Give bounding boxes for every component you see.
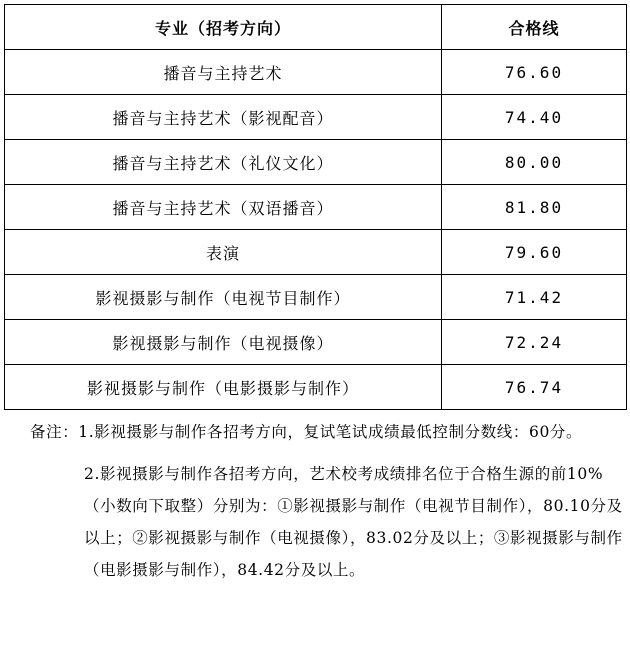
header-score: 合格线 <box>442 5 627 50</box>
table-row <box>5 365 627 410</box>
table-header-row <box>5 5 627 50</box>
notes-section <box>4 416 626 586</box>
note-2: 2.影视摄影与制作各招考方向，艺术校考成绩排名位于合格生源的前10%（小数向下取整）分别为：①影视摄影与制作（电视节目制作），80.10分及以上；②影视摄影与制作（电视摄像），83.02分及以上；③影视摄影与制作（电影摄影与制作），84.42分及以上。 <box>84 465 623 579</box>
header-major: 专业（招考方向） <box>5 5 442 50</box>
table-row <box>5 320 627 365</box>
score-cell: 80.00 <box>442 140 627 185</box>
major-cell: 影视摄影与制作（电视摄像） <box>5 320 442 365</box>
table-row <box>5 275 627 320</box>
score-cell: 79.60 <box>442 230 627 275</box>
score-cell: 76.74 <box>442 365 627 410</box>
major-cell: 播音与主持艺术（礼仪文化） <box>5 140 442 185</box>
table-row <box>5 185 627 230</box>
note-1: 备注：1.影视摄影与制作各招考方向，复试笔试成绩最低控制分数线：60分。 <box>30 423 583 441</box>
cutoff-table <box>4 4 627 410</box>
major-cell: 播音与主持艺术 <box>5 50 442 95</box>
table-row <box>5 230 627 275</box>
table-row <box>5 140 627 185</box>
major-cell: 影视摄影与制作（电视节目制作） <box>5 275 442 320</box>
score-cell: 76.60 <box>442 50 627 95</box>
major-cell: 播音与主持艺术（影视配音） <box>5 95 442 140</box>
table-row <box>5 95 627 140</box>
major-cell: 表演 <box>5 230 442 275</box>
score-cell: 74.40 <box>442 95 627 140</box>
score-cell: 71.42 <box>442 275 627 320</box>
score-cell: 72.24 <box>442 320 627 365</box>
table-row <box>5 50 627 95</box>
major-cell: 播音与主持艺术（双语播音） <box>5 185 442 230</box>
score-cell: 81.80 <box>442 185 627 230</box>
major-cell: 影视摄影与制作（电影摄影与制作） <box>5 365 442 410</box>
